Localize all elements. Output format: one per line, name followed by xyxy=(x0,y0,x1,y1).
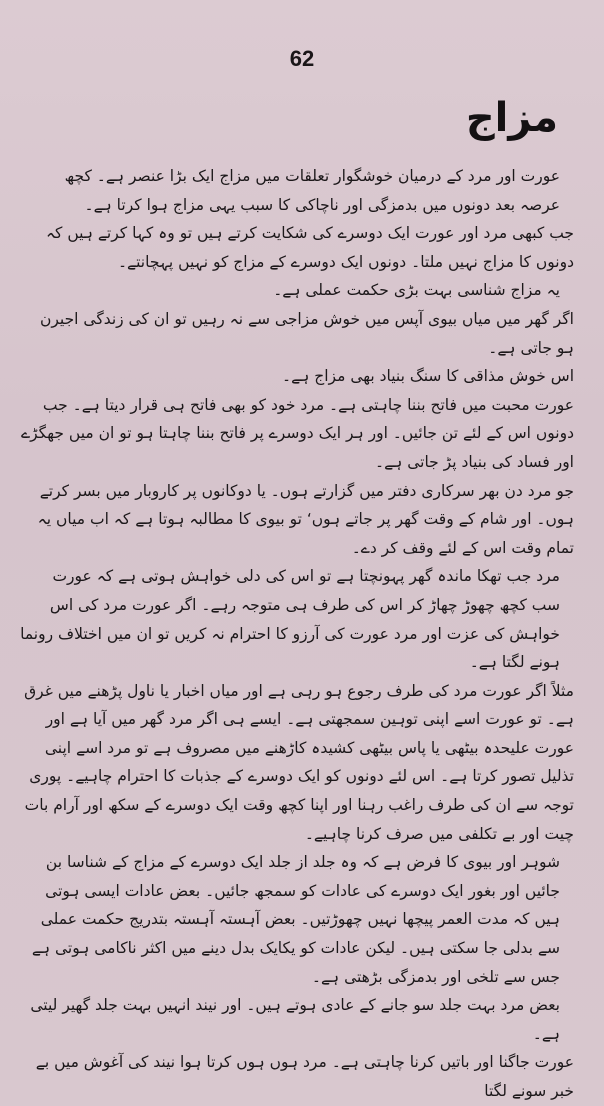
paragraph: اگر گھر میں میاں بیوی آپس میں خوش مزاجی سے نہ رہیں تو ان کی زندگی اجیرن ہو جاتی ہے۔ xyxy=(39,309,574,357)
paragraph: مرد جب تھکا ماندہ گھر پہونچتا ہے تو اس کی دلی خواہش ہوتی ہے کہ عورت سب کچھ چھوڑ چھاڑ کر اس کی طرف ہی متوجہ رہے۔ اگر عورت مرد کی اس خواہش کی عزت اور مرد عورت کی آرزو کا احترام نہ کریں تو ان میں اختلاف رونما ہونے لگتا ہے۔ xyxy=(20,567,560,672)
body-text xyxy=(20,162,574,1106)
paragraph: اس خوش مذاقی کا سنگ بنیاد بھی مزاج ہے۔ xyxy=(282,367,574,386)
paragraph: یہ مزاج شناسی بہت بڑی حکمت عملی ہے۔ xyxy=(273,281,560,300)
paragraph: بعض مرد بہت جلد سو جانے کے عادی ہوتے ہیں۔ اور نیند انہیں بہت جلد گھیر لیتی ہے۔ xyxy=(30,996,560,1043)
paragraph: عورت محبت میں فاتح بننا چاہتی ہے۔ مرد خود کو بھی فاتح ہی قرار دیتا ہے۔ جب دونوں اس کے لئے تن جائیں۔ اور ہر ایک دوسرے پر فاتح بننا چاہتا ہو تو ان میں جھگڑے اور فساد کی بنیاد پڑ جاتی ہے۔ xyxy=(21,395,574,471)
paragraph: شوہر اور بیوی کا فرض ہے کہ وہ جلد از جلد ایک دوسرے کے مزاج کے شناسا بن جائیں اور بغور ایک دوسرے کی عادات کو سمجھ جائیں۔ بعض عادات ایسی ہوتی ہیں کہ مدت العمر پیچھا نہیں چھوڑتیں۔ بعض آہستہ آہستہ بتدریج حکمت عملی سے بدلی جا سکتی ہیں۔ لیکن عادات کو یکایک بدل دینے میں اکثر ناکامی ہوتی ہے جس سے تلخی اور بدمزگی بڑھتی ہے۔ xyxy=(31,853,560,986)
page-number: 62 xyxy=(289,46,315,71)
paragraph: عورت اور مرد کے درمیان خوشگوار تعلقات میں مزاج ایک بڑا عنصر ہے۔ کچھ عرصہ بعد دونوں میں بدمزگی اور ناچاکی کا سبب یہی مزاج ہوا کرتا ہے۔ xyxy=(64,167,560,214)
paragraph: جو مرد دن بھر سرکاری دفتر میں گزارتے ہوں۔ یا دوکانوں پر کاروبار میں بسر کرتے ہوں۔ اور شام کے وقت گھر پر جاتے ہوں‘ تو بیوی کا مطالبہ ہوتا ہے کہ اب میاں یہ تمام وقت اس کے لئے وقف کر دے۔ xyxy=(37,481,574,557)
paragraph: جب کبھی مرد اور عورت ایک دوسرے کی شکایت کرتے ہیں تو وہ کہا کرتے ہیں کہ دونوں کا مزاج نہیں ملتا۔ دونوں ایک دوسرے کے مزاج کو نہیں پہچانتے۔ xyxy=(45,224,574,271)
chapter-title: مزاج xyxy=(465,95,558,141)
paragraph: عورت جاگنا اور باتیں کرنا چاہتی ہے۔ مرد ہوں ہوں کرتا ہوا نیند کی آغوش میں بے خبر سونے لگتا xyxy=(35,1053,574,1100)
paragraph: مثلاً اگر عورت مرد کی طرف رجوع ہو رہی ہے اور میاں اخبار یا ناول پڑھنے میں غرق ہے۔ تو عورت اسے اپنی توہین سمجھتی ہے۔ ایسے ہی اگر مرد گھر میں آیا ہے اور عورت علیحدہ بیٹھی یا پاس بیٹھی کشیدہ کاڑھنے میں مصروف ہے تو مرد اسے اپنی تذلیل تصور کرتا ہے۔ اس لئے دونوں کو ایک دوسرے کے جذبات کا احترام چاہیے۔ پوری توجہ سے ان کی طرف راغب رہنا اور اپنا کچھ وقت ایک دوسرے کے سکھ اور آرام بات چیت اور بے تکلفی میں صرف کرنا چاہیے۔ xyxy=(24,681,574,843)
